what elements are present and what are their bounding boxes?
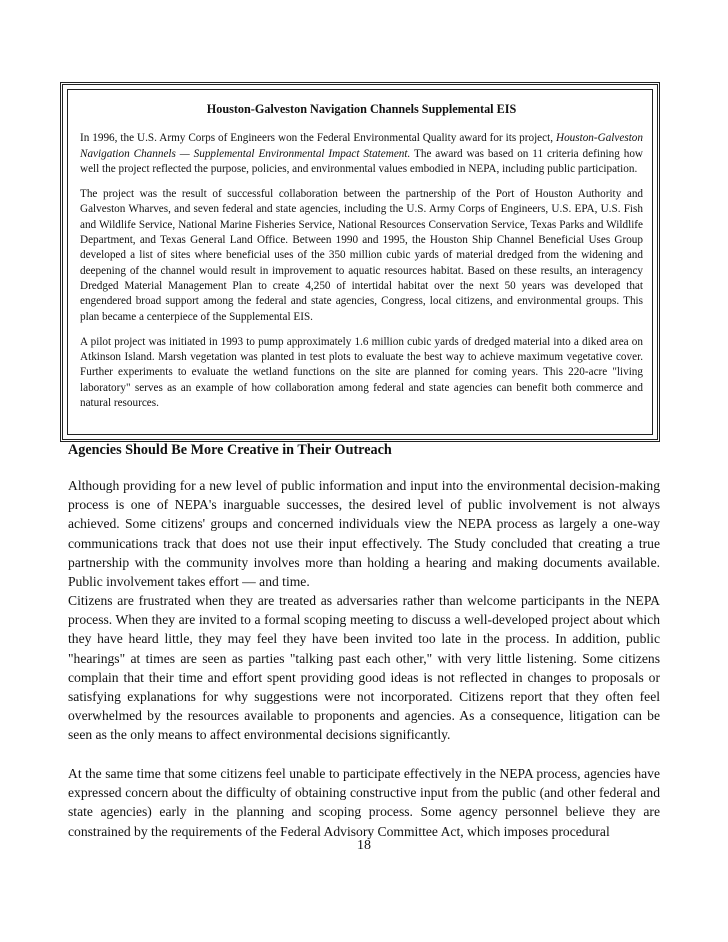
sidebar-box-paragraph-2: The project was the result of successful collaboration between the partnership of the Port of Houston Authority and Galveston Wharves, and seven federal and state agencies, including the U.S. Army Corps of Engineers, U.S. EPA, U.S. Fish and Wildlife Service, National Marine Fisheries Service, National Resources Conservation Service, Texas Parks and Wildlife Department, and Texas General Land Office. Between 1990 and 1995, the Houston Ship Channel Beneficial Uses Group developed a list of sites where beneficial uses of the 350 million cubic yards of material dredged from the widening and deepening of the channel would result in improvement to aquatic resources habitat. Based on these results, an interagency Dredged Material Management Plan to create 4,250 of intertidal habitat over the next 50 years was developed that engendered broad support among the federal and state agencies, Congress, local citizens, and environmental groups. This plan became a centerpiece of the Supplemental EIS. [80, 188, 643, 323]
sidebar-box-paragraph-3: A pilot project was initiated in 1993 to pump approximately 1.6 million cubic yards of dredged material into a diked area on Atkinson Island. Marsh vegetation was planted in test plots to evaluate the best way to achieve maximum vegetative cover. Further experiments to evaluate the wetland functions on the site are planned for coming years. This 220-acre "living laboratory" serves as an example of how collaboration among federal and state agencies can benefit both commerce and natural resources. [80, 335, 643, 410]
sidebar-box-paragraph-1 [80, 131, 643, 177]
sidebar-box-inner [67, 89, 653, 435]
page-number: 18 [357, 838, 371, 853]
sidebar-box [60, 82, 660, 442]
body-paragraph-3: At the same time that some citizens feel unable to participate effectively in the NEPA process, agencies have expressed concern about the difficulty of obtaining constructive input from the public (and other federal and state agencies) early in the planning and scoping process. Some agency personnel believe they are constrained by the requirements of the Federal Advisory Committee Act, which imposes procedural [68, 766, 660, 839]
sidebar-para1-text: In 1996, the U.S. Army Corps of Engineers won the Federal Environmental Quality award for its project, [80, 132, 556, 145]
sidebar-box-title: Houston-Galveston Navigation Channels Supplemental EIS [206, 102, 517, 116]
sidebar-para1-text-end: The award was based on 11 criteria defining how well the project reflected the purpose, policies, and environmental values embodied in NEPA, including public participation. [80, 147, 644, 175]
section-heading: Agencies Should Be More Creative in Their Outreach [68, 442, 392, 458]
body-paragraph-2: Citizens are frustrated when they are treated as adversaries rather than welcome participants in the NEPA process. When they are invited to a formal scoping meeting to discuss a well-developed project about which they have heard little, they may feel they have been invited too late in the process. In addition, public "hearings" at times are seen as parties "talking past each other," with very little listening. Some citizens complain that their time and effort spent providing good ideas is not reflected in changes to proposals or satisfying explanations for why suggestions were not incorporated. Citizens report that they often feel overwhelmed by the resources available to proponents and agencies. As a consequence, litigation can be seen as the only means to affect environmental decisions significantly. [68, 593, 660, 743]
body-paragraph-1: Although providing for a new level of public information and input into the environmental decision-making process is one of NEPA's inarguable successes, the desired level of public involvement is not always achieved. Some citizens' groups and concerned individuals view the NEPA process as largely a one-way communications track that does not use their input effectively. The Study concluded that creating a true partnership with the community involves more than holding a hearing and making documents available. Public involvement takes effort — and time. [68, 478, 660, 590]
sidebar-para1-italic-title: Houston-Galveston Navigation Channels — Supplemental Environmental Impact Statement. [80, 132, 643, 160]
